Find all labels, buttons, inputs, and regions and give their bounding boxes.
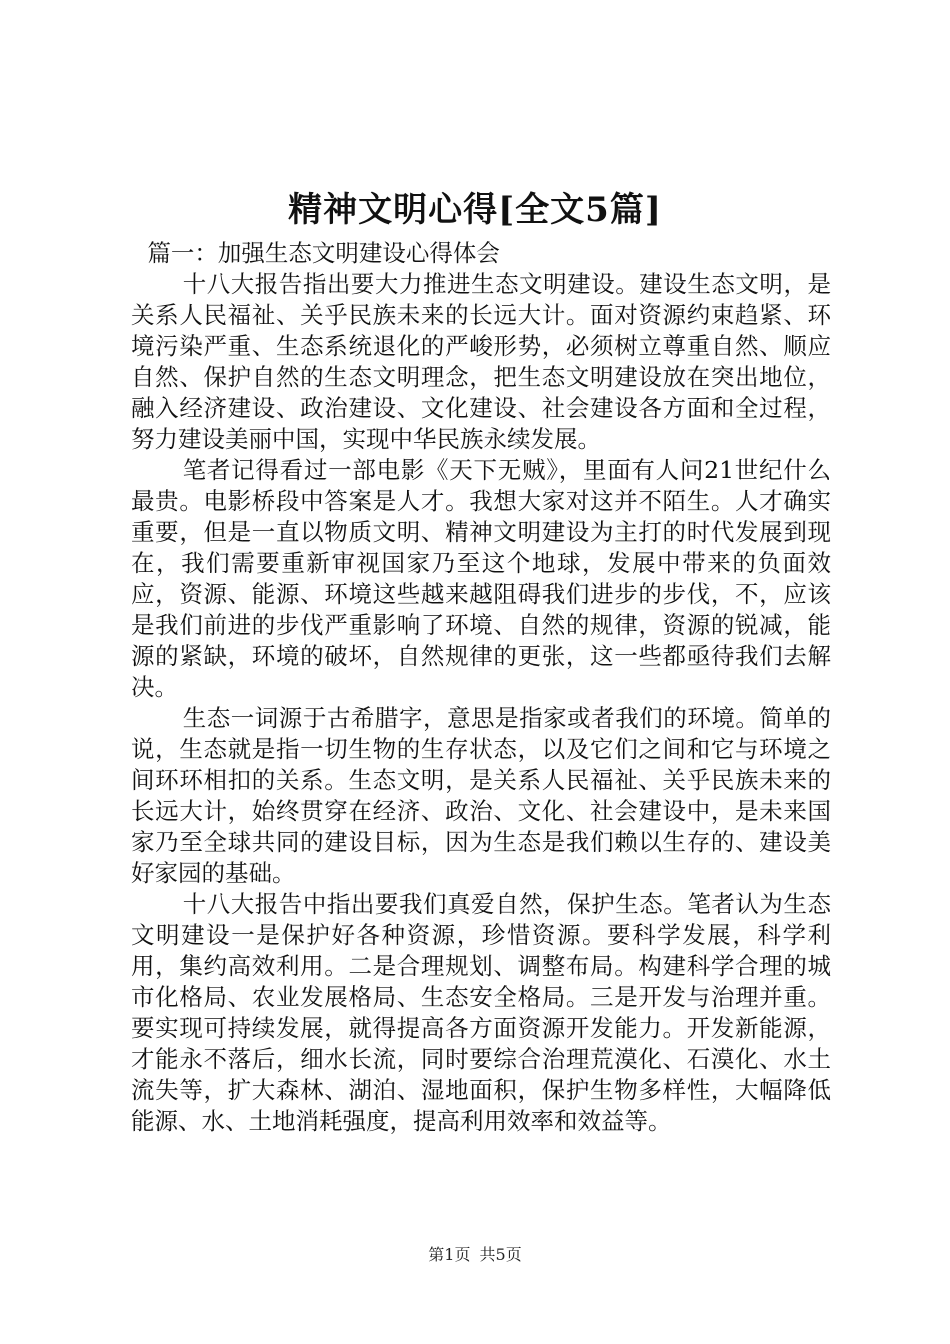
page-number: 第1页 bbox=[428, 1245, 471, 1264]
paragraph: 十八大报告中指出要我们真爱自然，保护生态。笔者认为生态文明建设一是保护好各种资源，珍惜资源。要科学发展，科学利用，集约高效利用。二是合理规划、调整布局。构建科学合理的城市化格局、农业发展格局、生态安全格局。三是开发与治理并重。要实现可持续发展，就得提高各方面资源开发能力。开发新能源，才能永不落后，细水长流，同时要综合治理荒漠化、石漠化、水土流失等，扩大森林、湖泊、湿地面积，保护生物多样性，大幅降低能源、水、土地消耗强度，提高利用效率和效益等。 bbox=[131, 890, 831, 1135]
paragraph: 十八大报告指出要大力推进生态文明建设。建设生态文明，是关系人民福祉、关乎民族未来的长远大计。面对资源约束趋紧、环境污染严重、生态系统退化的严峻形势，必须树立尊重自然、顺应自然、保护自然的生态文明理念，把生态文明建设放在突出地位，融入经济建设、政治建设、文化建设、社会建设各方面和全过程，努力建设美丽中国，实现中华民族永续发展。 bbox=[131, 270, 831, 453]
section-heading: 篇一：加强生态文明建设心得体会 bbox=[147, 239, 500, 267]
document-body bbox=[131, 238, 831, 1137]
document-title: 精神文明心得[全文5篇] bbox=[288, 190, 662, 230]
paragraph: 生态一词源于古希腊字，意思是指家或者我们的环境。简单的说，生态就是指一切生物的生存状态，以及它们之间和它与环境之间环环相扣的关系。生态文明，是关系人民福祉、关乎民族未来的长远大计，始终贯穿在经济、政治、文化、社会建设中，是未来国家乃至全球共同的建设目标，因为生态是我们赖以生存的、建设美好家园的基础。 bbox=[131, 704, 831, 887]
page-footer bbox=[0, 1244, 950, 1266]
page-total: 共5页 bbox=[479, 1245, 522, 1264]
paragraph: 笔者记得看过一部电影《天下无贼》，里面有人问21世纪什么最贵。电影桥段中答案是人才。我想大家对这并不陌生。人才确实重要，但是一直以物质文明、精神文明建设为主打的时代发展到现在，我们需要重新审视国家乃至这个地球，发展中带来的负面效应，资源、能源、环境这些越来越阻碍我们进步的步伐，不，应该是我们前进的步伐严重影响了环境、自然的规律，资源的锐减，能源的紧缺，环境的破坏，自然规律的更张，这一些都亟待我们去解决。 bbox=[131, 456, 831, 701]
